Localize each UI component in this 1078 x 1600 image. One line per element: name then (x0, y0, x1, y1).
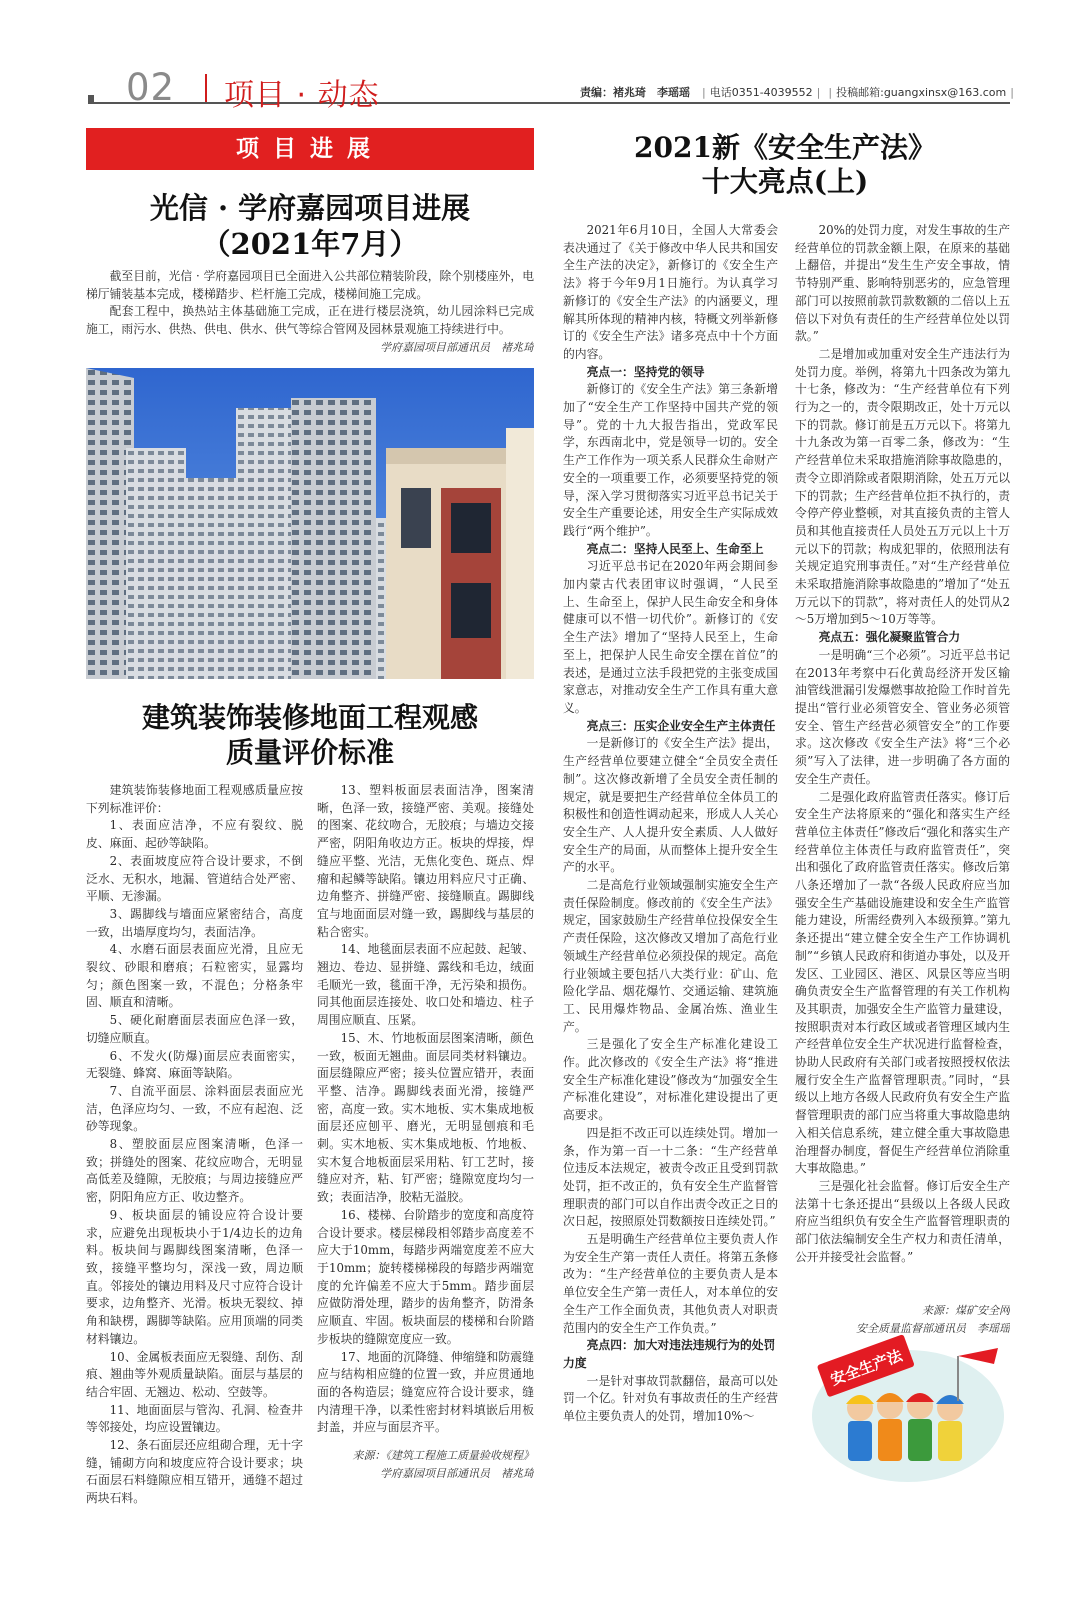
article2-item: 2、表面坡度应符合设计要求，不倒泛水、无积水，地漏、管道结合处严密、平顺、无渗漏。 (86, 853, 303, 904)
safety-workers-icon (808, 1326, 1008, 1486)
article3-source: 来源：煤矿安全网 (922, 1304, 1010, 1317)
article2-item: 11、地面面层与管沟、孔洞、检查井等邻接处，均应设置镶边。 (86, 1402, 303, 1435)
article2-column-1 (86, 782, 303, 1547)
article1-title-line2: （2021年7月） (201, 227, 419, 261)
article1-title (86, 190, 534, 262)
highlight-heading: 亮点五：强化凝聚监管合力 (818, 630, 961, 645)
article3-paragraph: 一是明确“三个必须”。习近平总书记在2013年考察中石化黄岛经济开发区输油管线泄漏引发爆燃事故抢险工作时首先提出“管行业必须管安全、管业务必须管安全、管生产经营必须管安全”的工作要求。这次修改《安全生产法》将“三个必须”写入了法律，进一步明确了各方面的安全生产责任。 (795, 647, 1010, 786)
article2-item: 16、楼梯、台阶踏步的宽度和高度符合设计要求。楼层梯段相邻踏步高度差不应大于10mm，每踏步两端宽度差不应大于10mm；旋转楼梯梯段的每踏步两端宽度的允许偏差不应大于5mm。踏步面层应做防滑处理，踏步的齿角整齐，防滑条应顺直、牢固。板块面层的楼梯和台阶踏步板块的缝隙宽度应一致。 (317, 1207, 534, 1346)
article2-title-line1: 建筑装饰装修地面工程观感 (141, 701, 478, 734)
article3-paragraph: 五是明确生产经营单位主要负责人作为安全生产第一责任人责任。将第五条修改为：“生产经营单位的主要负责人是本单位安全生产第一责任人，对本单位的安全生产工作全面负责，其他负责人对职责范围内的安全生产工作负责。” (563, 1232, 778, 1335)
article2-item: 9、板块面层的铺设应符合设计要求，应避免出现板块小于1/4边长的边角料。板块间与踢脚线图案清晰，色泽一致，接缝平整均匀，深浅一致，周边顺直。邻接处的镶边用料及尺寸应符合设计要求，边角整齐、光滑。板块无裂纹、掉角和缺楞，踢脚等缺陷。应用顶端的同类材料镶边。 (86, 1207, 303, 1346)
article2-source: 来源：《建筑工程施工质量验收规程》 (352, 1449, 534, 1463)
badge-text: 安全生产法 (828, 1346, 905, 1389)
article3-paragraph: 一是针对事故罚款翻倍，最高可以处罚一个亿。针对负有事故责任的生产经营单位主要负责人的处罚，增加10%～ (563, 1373, 778, 1424)
highlight-heading: 亮点二：坚持人民至上、生命至上 (586, 541, 764, 556)
editors: 责编：褚兆琦 李瑶瑶 (580, 86, 690, 99)
article2-item: 14、地毯面层表面不应起鼓、起皱、翘边、卷边、显拼缝、露线和毛边，绒面毛顺光一致，毯面干净，无污染和损伤。同其他面层连接处、收口处和墙边、柱子周围应顺直、压紧。 (317, 942, 534, 1028)
article2-byline: 学府嘉园项目部通讯员 褚兆琦 (380, 1467, 534, 1481)
masthead-info: 责编：褚兆琦 李瑶瑶 | 电话0351-4039552 | | 投稿邮箱:guangxinsx@163.com | (580, 86, 1014, 99)
article2-item: 10、金属板表面应无裂缝、刮伤、刮痕、翘曲等外观质量缺陷。面层与基层的结合牢固、无翘边、松动、空鼓等。 (86, 1349, 303, 1399)
article2-item: 3、踢脚线与墙面应紧密结合，高度一致，出墙厚度均匀，表面洁净。 (86, 906, 303, 939)
section-banner: 项目进展 (86, 128, 534, 170)
highlight-heading: 亮点一：坚持党的领导 (586, 364, 705, 379)
article3-title-line1: 2021新《安全生产法》 (634, 131, 936, 164)
article3-paragraph: 新修订的《安全生产法》第三条新增加了“安全生产工作坚持中国共产党的领导”。党的十九大报告指出，党政军民学，东西南北中，党是领导一切的。安全生产工作作为一项关系人民群众生命财产安全的一项重要工作，必须要坚持党的领导，深入学习贯彻落实习近平总书记关于安全生产重要论述，用安全生产实际成效践行“两个维护”。 (563, 382, 778, 538)
phone: 电话0351-4039552 (709, 86, 813, 99)
highlight-heading: 亮点四：加大对违法违规行为的处罚力度 (563, 1338, 776, 1370)
article2-title (86, 700, 534, 770)
article2-item: 8、塑胶面层应图案清晰，色泽一致；拼缝处的图案、花纹应吻合，无明显高低差及缝隙，无胶痕；与周边接缝应严密，阴阳角应方正、收边整齐。 (86, 1137, 303, 1205)
article3-paragraph: 20%的处罚力度，对发生事故的生产经营单位的罚款金额上限，在原来的基础上翻倍，并提出“发生生产安全事故，情节特别严重、影响特别恶劣的，应急管理部门可以按照前款罚款数额的二倍以上五倍以下对负有责任的生产经营单位处以罚款。” (795, 223, 1010, 344)
article2-item: 12、条石面层还应组砌合理，无十字缝，铺砌方向和坡度应符合设计要求；块石面层石料缝隙应相互错开，通缝不超过两块石料。 (86, 1438, 303, 1506)
page-number: 02 (126, 66, 176, 109)
article3-paragraph: 2021年6月10日，全国人大常委会表决通过了《关于修改中华人民共和国安全生产法的决定》，新修订的《安全生产法》将于今年9月1日施行。为认真学习新修订的《安全生产法》的内涵要义，理解其所体现的精神内核，特概文列举新修订的《安全生产法》诸多亮点中十个方面的内容。 (563, 223, 778, 361)
email: 投稿邮箱:guangxinsx@163.com (836, 86, 1007, 99)
article2-column-2 (317, 782, 534, 1547)
article1-body (86, 268, 534, 360)
article1-title-line1: 光信 · 学府嘉园项目进展 (149, 191, 471, 225)
article3-byline: 安全质量监督部通讯员 李瑶瑶 (856, 1322, 1010, 1335)
article1-byline: 学府嘉园项目部通讯员 褚兆琦 (380, 340, 534, 354)
article2-item: 6、不发火(防爆)面层应表面密实，无裂缝、蜂窝、麻面等缺陷。 (86, 1048, 303, 1081)
building-photo (86, 368, 534, 679)
article3-paragraph: 二是增加或加重对安全生产违法行为处罚力度。举例，将第九十四条改为第九十七条，修改为：“生产经营单位有下列行为之一的，责令限期改正，处十万元以下的罚款。修订前是五万元以下。将第九十九条改为第一百零二条，修改为：“生产经营单位未采取措施消除事故隐患的，责令立即消除或者限期消除，处五万元以下的罚款；生产经营单位拒不执行的，责令停产停业整顿，对其直接负责的主管人员和其他直接责任人员处五万元以上十万元以下的罚款；构成犯罪的，依照刑法有关规定追究刑事责任。”对“生产经营单位未采取措施消除事故隐患的”增加了“处五万元以下的罚款”，将对责任人的处罚从2～5万增加到5～10万等等。 (795, 346, 1010, 627)
article2-item: 17、地面的沉降缝、伸缩缝和防震缝应与结构相应缝的位置一致，并应贯通地面的各构造层；缝宽应符合设计要求，缝内清理干净，以柔性密封材料填嵌后用板封盖，并应与面层齐平。 (317, 1349, 534, 1435)
article3-paragraph: 二是强化政府监管责任落实。修订后安全生产法将原来的“强化和落实生产经营单位主体责任”修改后“强化和落实生产经营单位主体责任与政府监管责任”，突出和强化了政府监管责任落实。修改后第八条还增加了一款“各级人民政府应当加强安全生产基础设施建设和安全生产监管能力建设，所需经费列入本级预算。”第九条还提出“建立健全安全生产工作协调机制”“乡镇人民政府和街道办事处，以及开发区、工业园区、港区、风景区等应当明确负责安全生产监督管理的有关工作机构及其职责，加强安全生产监管力量建设，按照职责对本行政区域或者管理区域内生产经营单位安全生产状况进行监督检查，协助人民政府有关部门或者按照授权依法履行安全生产监督管理职责。”同时，“县级以上地方各级人民政府负有安全生产监督管理职责的部门应当将重大事故隐患纳入相关信息系统，建立健全重大事故隐患治理督办制度，督促生产经营单位消除重大事故隐患。” (795, 789, 1010, 1176)
article2-item: 1、表面应洁净，不应有裂纹、脱皮、麻面、起砂等缺陷。 (86, 818, 303, 851)
article3-paragraph: 四是拒不改正可以连续处罚。增加一条，作为第一百一十二条：“生产经营单位违反本法规定，被责令改正且受到罚款处罚，拒不改正的，负有安全生产监督管理职责的部门可以自作出责令改正之日的次日起，按照原处罚数额按日连续处罚。” (563, 1125, 778, 1229)
article2-item: 建筑装饰装修地面工程观感质量应按下列标准评价： (86, 783, 303, 815)
article2-item: 13、塑料板面层表面洁净，图案清晰，色泽一致，接缝严密、美观。接缝处的图案、花纹吻合，无胶痕；与墙边交接严密，阴阳角收边方正。板块的焊接，焊缝应平整、光洁，无焦化变色、斑点、焊瘤和起鳞等缺陷。镶边用料应尺寸正确、边角整齐、拼缝严密、接缝顺直。踢脚线宜与地面面层对缝一致，踢脚线与基层的粘合密实。 (317, 783, 534, 939)
masthead-separator (205, 74, 207, 102)
article3-paragraph: 三是强化社会监督。修订后安全生产法第十七条还提出“县级以上各级人民政府应当组织负有安全生产监督管理职责的部门依法编制安全生产权力和责任清单，公开并接受社会监督。” (795, 1178, 1010, 1264)
article3-column-1 (563, 222, 778, 1567)
highlight-heading: 亮点三：压实企业安全生产主体责任 (586, 718, 776, 733)
article3-column-2 (795, 222, 1010, 1322)
article3-paragraph: 三是强化了安全生产标准化建设工作。此次修改的《安全生产法》将“推进安全生产标准化建设”修改为“加强安全生产标准化建设”，对标准化建设提出了更高要求。 (563, 1037, 778, 1123)
article3-paragraph: 习近平总书记在2020年两会期间参加内蒙古代表团审议时强调，“人民至上、生命至上，保护人民生命安全和身体健康可以不惜一切代价”。新修订的《安全生产法》增加了“坚持人民至上，生命至上，把保护人民生命安全摆在首位”的表述，是通过立法手段把党的主张变成国家意志，对推动安全生产工作具有重大意义。 (563, 559, 778, 715)
article3-paragraph: 二是高危行业领域强制实施安全生产责任保险制度。修改前的《安全生产法》规定，国家鼓励生产经营单位投保安全生产责任保险，这次修改又增加了高危行业领域生产经营单位必须投保的规定。高危行业领域主要包括八大类行业：矿山、危险化学品、烟花爆竹、交通运输、建筑施工、民用爆炸物品、金属冶炼、渔业生产。 (563, 878, 778, 1034)
section-title: 项目 · 动态 (224, 78, 380, 113)
article2-item: 4、水磨石面层表面应光滑，且应无裂纹、砂眼和磨痕；石粒密实，显露均匀；颜色图案一致，不混色；分格条牢固、顺直和清晰。 (86, 942, 303, 1010)
article2-item: 15、木、竹地板面层图案清晰，颜色一致，板面无翘曲。面层同类材料镶边。面层缝隙应严密；接头位置应错开，表面平整、洁净。踢脚线表面光滑，接缝严密，高度一致。实木地板、实木集成地板面层还应刨平、磨光，无明显刨痕和毛刺。实木地板、实木集成地板、竹地板、实木复合地板面层采用粘、钉工艺时，接缝应对齐，粘、钉严密；缝隙宽度均匀一致；表面洁净，胶粘无溢胶。 (317, 1030, 534, 1205)
article3-title (560, 131, 1010, 199)
article3-paragraph: 一是新修订的《安全生产法》提出，生产经营单位要建立健全“全员安全责任制”。这次修改新增了全员安全责任制的规定，就是要把生产经营单位全体员工的积极性和创造性调动起来，形成人人关心安全生产、人人提升安全素质、人人做好安全生产的局面，从而整体上提升安全生产的水平。 (563, 736, 778, 875)
article2-item: 5、硬化耐磨面层表面应色泽一致，切缝应顺直。 (86, 1013, 303, 1045)
article2-item: 7、自流平面层、涂料面层表面应光洁，色泽应均匀、一致，不应有起泡、泛砂等现象。 (86, 1083, 303, 1134)
article3-title-line2: 十大亮点(上) (701, 165, 869, 198)
article1-paragraph: 配套工程中，换热站主体基础施工完成，正在进行楼层浇筑，幼儿园涂料已完成施工，雨污水、供热、供电、供水、供气等综合管网及园林景观施工持续进行中。 (86, 304, 534, 337)
article2-title-line2: 质量评价标准 (225, 736, 394, 769)
article1-paragraph: 截至目前，光信 · 学府嘉园项目已全面进入公共部位精装阶段，除个别楼座外，电梯厅铺装基本完成，楼梯踏步、栏杆施工完成，楼梯间施工完成。 (86, 269, 534, 301)
